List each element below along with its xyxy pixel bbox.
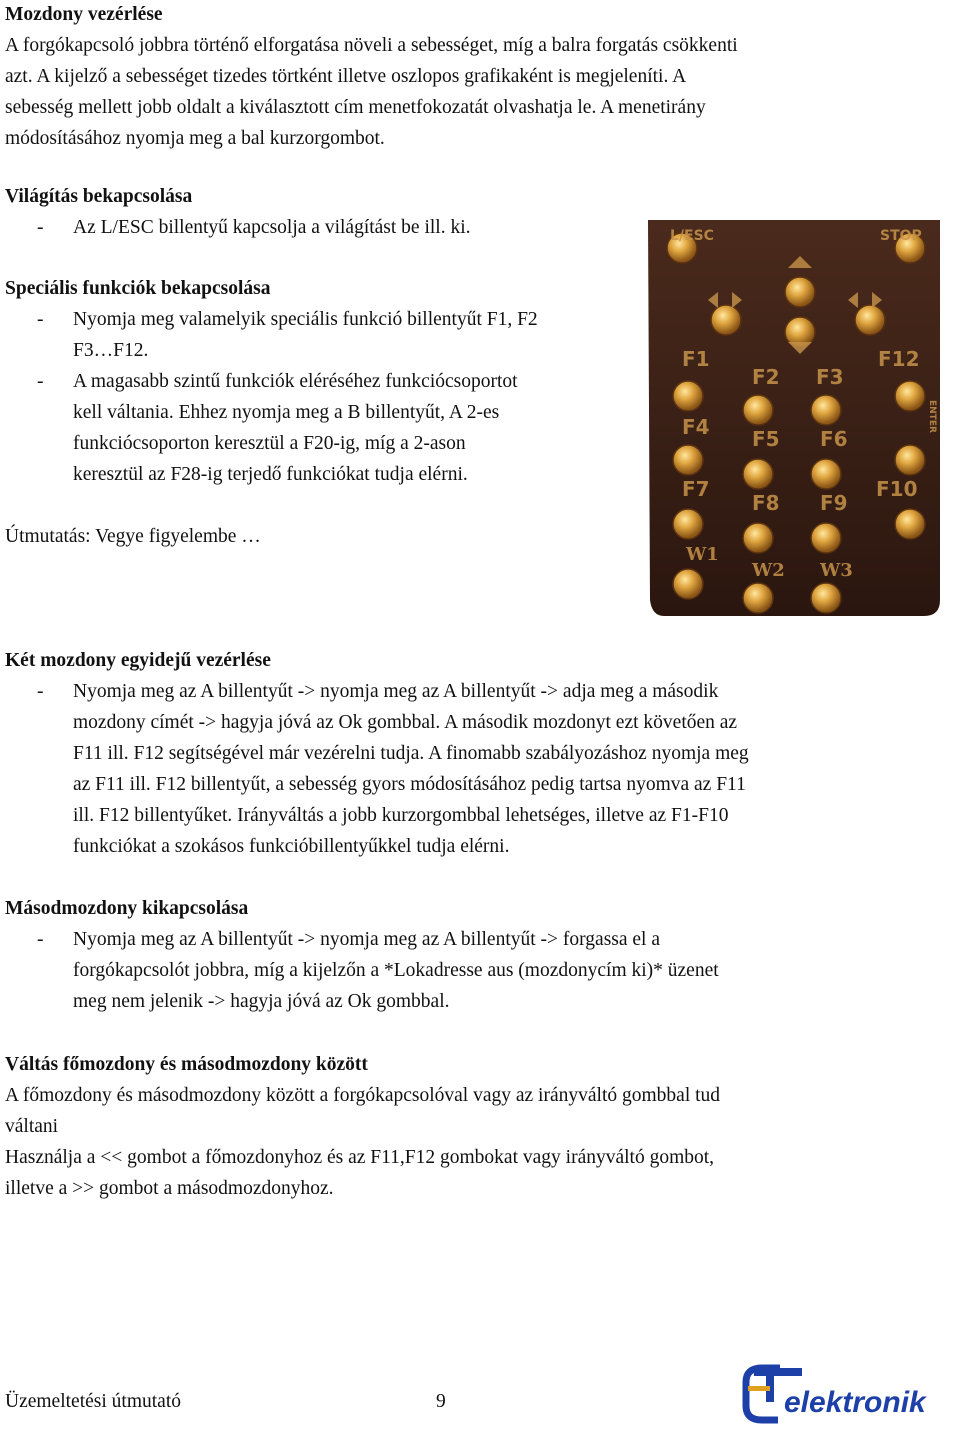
keypad-button xyxy=(811,583,841,613)
keypad-button xyxy=(855,305,885,335)
section-double-traction xyxy=(5,646,925,862)
list-item-line: az F11 ill. F12 billentyűt, a sebesség gyors módosításához pedig tartsa nyomva az F11 xyxy=(73,774,746,795)
key-label-enter: ENTER xyxy=(927,400,937,433)
keypad-button xyxy=(811,395,841,425)
page-number: 9 xyxy=(436,1391,446,1412)
keypad-button xyxy=(743,583,773,613)
paragraph-line: sebesség mellett jobb oldalt a kiválasztott cím menetfokozatát olvashatja le. A menetirány xyxy=(5,97,706,118)
key-label-f2: F2 xyxy=(752,365,780,389)
paragraph-line: Használja a << gombot a főmozdonyhoz és az F11,F12 gombokat vagy irányváltó gombot, xyxy=(5,1147,715,1168)
keypad-button xyxy=(895,381,925,411)
keypad-button xyxy=(743,395,773,425)
keypad-button xyxy=(895,445,925,475)
key-label-f8: F8 xyxy=(752,491,780,515)
keypad-button xyxy=(785,277,815,307)
keypad-button xyxy=(673,445,703,475)
paragraph-line: azt. A kijelző a sebességet tizedes törtként illetve oszlopos grafikaként is megjeleníti. A xyxy=(5,66,687,87)
list-item-line: F3…F12. xyxy=(73,340,149,361)
list-item-line: meg nem jelenik -> hagyja jóvá az Ok gombbal. xyxy=(73,991,450,1012)
key-label-stop: STOP xyxy=(880,228,922,244)
paragraph-line: A főmozdony és másodmozdony között a forgókapcsolóval vagy az irányváltó gombbal tud xyxy=(5,1085,721,1106)
company-logo xyxy=(740,1362,930,1426)
keypad-button xyxy=(673,509,703,539)
keypad-button xyxy=(711,305,741,335)
list-item-line: mozdony címét -> hagyja jóvá az Ok gombbal. A második mozdonyt ezt követően az xyxy=(73,712,738,733)
section-switch-locos xyxy=(5,1050,925,1204)
paragraph-line: váltani xyxy=(5,1116,59,1137)
list-item-line: A magasabb szintű funkciók eléréséhez funkciócsoportot xyxy=(73,371,518,392)
key-label-f6: F6 xyxy=(820,427,848,451)
key-label-lesc: L/ESC xyxy=(670,228,714,244)
key-label-f1: F1 xyxy=(682,347,710,371)
list-item-line: Nyomja meg valamelyik speciális funkció billentyűt F1, F2 xyxy=(73,309,538,330)
list-item-line: Nyomja meg az A billentyűt -> nyomja meg az A billentyűt -> adja meg a második xyxy=(73,681,719,702)
list-dash: - xyxy=(37,681,44,702)
list-item xyxy=(5,924,925,1017)
keypad-button xyxy=(811,523,841,553)
section-title: Váltás főmozdony és másodmozdony között xyxy=(5,1054,368,1075)
key-label-f3: F3 xyxy=(816,365,844,389)
section-title: Speciális funkciók bekapcsolása xyxy=(5,278,271,299)
key-label-f9: F9 xyxy=(820,491,848,515)
keypad-button xyxy=(895,509,925,539)
keypad-photo xyxy=(648,220,940,616)
list-item-line: forgókapcsolót jobbra, míg a kijelzőn a *Lokadresse aus (mozdonycím ki)* üzenet xyxy=(73,960,719,981)
list-item-line: Nyomja meg az A billentyűt -> nyomja meg az A billentyűt -> forgassa el a xyxy=(73,929,661,950)
key-label-f12: F12 xyxy=(878,347,920,371)
section-title: Két mozdony egyidejű vezérlése xyxy=(5,650,271,671)
key-label-f10: F10 xyxy=(876,477,918,501)
list-item xyxy=(5,366,645,490)
footer-title: Üzemeltetési útmutató xyxy=(5,1391,181,1412)
hint-note xyxy=(5,521,645,552)
section-title: Mozdony vezérlése xyxy=(5,4,163,25)
paragraph-line: módosításához nyomja meg a bal kurzorgombot. xyxy=(5,128,385,149)
keypad-button xyxy=(673,381,703,411)
paragraph-line: illetve a >> gombot a másodmozdonyhoz. xyxy=(5,1178,334,1199)
key-label-f4: F4 xyxy=(682,415,710,439)
hint-text: Útmutatás: Vegye figyelembe … xyxy=(5,526,261,547)
list-item xyxy=(5,304,645,366)
list-dash: - xyxy=(37,217,44,238)
section-title: Világítás bekapcsolása xyxy=(5,186,193,207)
list-item-line: funkciókat a szokásos funkcióbillentyűkkel tudja elérni. xyxy=(73,836,510,857)
list-item-line: keresztül az F28-ig terjedő funkciókat tudja elérni. xyxy=(73,464,468,485)
key-label-f7: F7 xyxy=(682,477,710,501)
list-dash: - xyxy=(37,309,44,330)
paragraph-line: A forgókapcsoló jobbra történő elforgatása növeli a sebességet, míg a balra forgatás csökkenti xyxy=(5,35,738,56)
section-special-functions xyxy=(5,274,645,490)
key-label-w1: W1 xyxy=(686,544,719,565)
key-label-w2: W2 xyxy=(752,560,785,581)
list-item xyxy=(5,676,925,862)
list-dash: - xyxy=(37,371,44,392)
keypad-button xyxy=(673,569,703,599)
section-title: Másodmozdony kikapcsolása xyxy=(5,898,249,919)
list-item-line: F11 ill. F12 segítségével már vezérelni tudja. A finomabb szabályozáshoz nyomja meg xyxy=(73,743,749,764)
section-lights xyxy=(5,182,645,243)
list-dash: - xyxy=(37,929,44,950)
list-item xyxy=(5,212,645,243)
list-item-line: ill. F12 billentyűket. Irányváltás a jobb kurzorgombbal lehetséges, illetve az F1-F10 xyxy=(73,805,729,826)
list-item-line: funkciócsoporton keresztül a F20-ig, míg a 2-ason xyxy=(73,433,466,454)
list-item-line: Az L/ESC billentyű kapcsolja a világítást be ill. ki. xyxy=(73,217,471,238)
key-label-w3: W3 xyxy=(820,560,853,581)
svg-text:elektronik: elektronik xyxy=(784,1386,926,1419)
keypad-button xyxy=(743,523,773,553)
keypad-button xyxy=(743,459,773,489)
section-second-loco-off xyxy=(5,894,925,1017)
list-item-line: kell váltania. Ehhez nyomja meg a B billentyűt, A 2-es xyxy=(73,402,500,423)
key-label-f5: F5 xyxy=(752,427,780,451)
keypad-button xyxy=(811,459,841,489)
section-locomotive-control xyxy=(5,0,905,154)
